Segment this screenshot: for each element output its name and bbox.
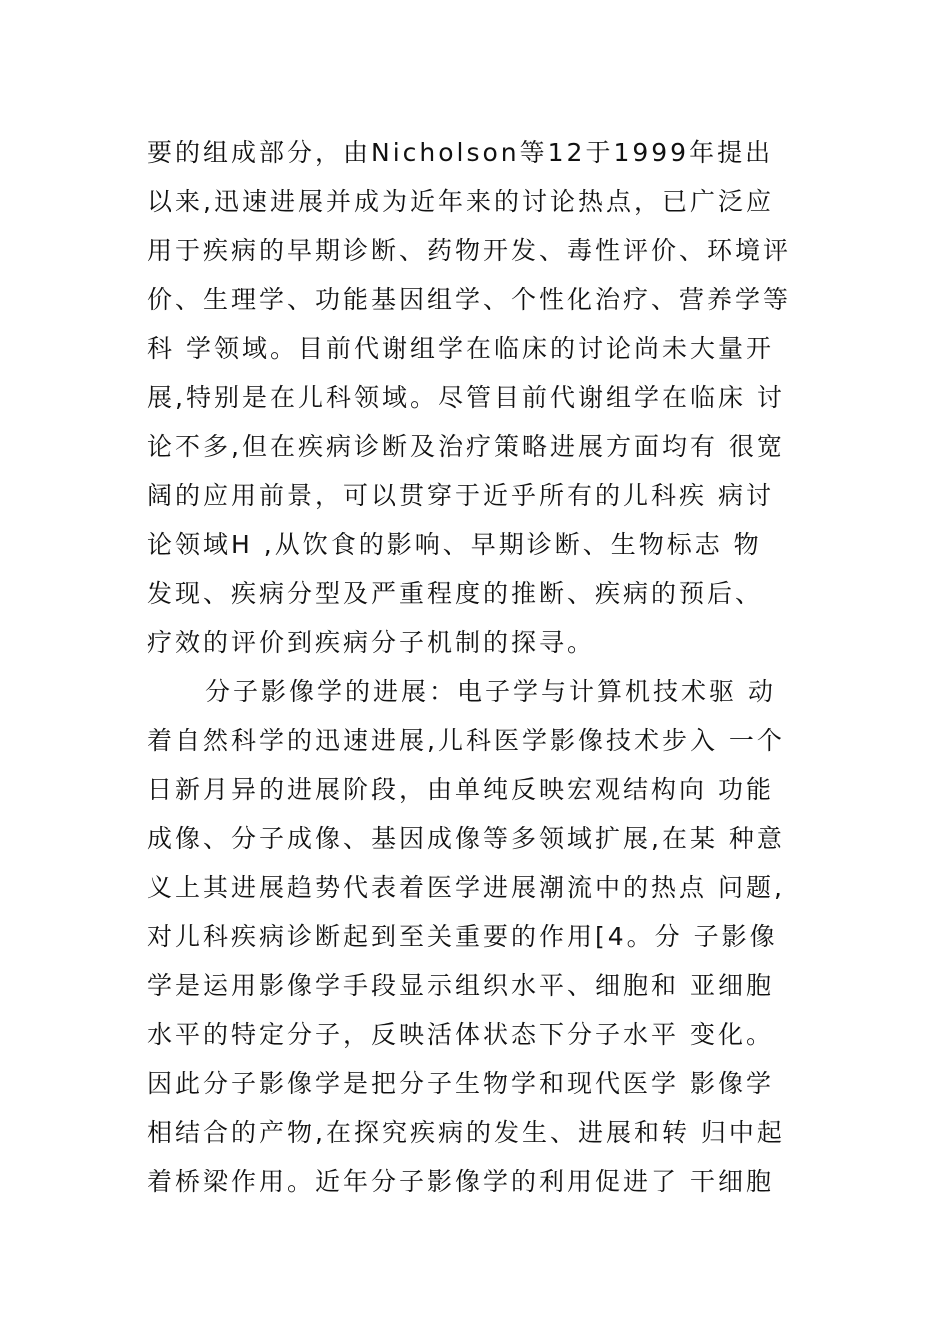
text-line: 阔的应用前景，可以贯穿于近乎所有的儿科疾 病讨 <box>147 481 774 510</box>
text-line: 科 学领域。目前代谢组学在临床的讨论尚未大量开 <box>147 334 774 363</box>
text-line: 日新月异的进展阶段，由单纯反映宏观结构向 功能 <box>147 775 774 804</box>
text-line: 学是运用影像学手段显示组织水平、细胞和 亚细胞 <box>147 971 774 1000</box>
text-line: 着桥梁作用。近年分子影像学的利用促进了 干细胞 <box>147 1167 774 1196</box>
text-line: 着自然科学的迅速进展,儿科医学影像技术步入 一个 <box>147 726 785 755</box>
paragraph-start-line: 分子影像学的进展：电子学与计算机技术驱 动 <box>205 677 776 706</box>
text-line: 以来,迅速进展并成为近年来的讨论热点，已广泛应 <box>147 187 774 216</box>
text-line: 价、生理学、功能基因组学、个性化治疗、营养学等 <box>147 285 792 314</box>
text-line: 对儿科疾病诊断起到至关重要的作用[4。分 子影像 <box>147 922 778 951</box>
text-line: 相结合的产物,在探究疾病的发生、进展和转 归中起 <box>147 1118 785 1147</box>
text-line: 发现、疾病分型及严重程度的推断、疾病的预后、 <box>147 579 764 608</box>
text-line: 要的组成部分，由Nicholson等12于1999年提出 <box>147 138 774 167</box>
text-line: 水平的特定分子，反映活体状态下分子水平 变化。 <box>147 1020 774 1049</box>
text-line: 疗效的评价到疾病分子机制的探寻。 <box>147 628 596 657</box>
text-line: 成像、分子成像、基因成像等多领域扩展,在某 种意 <box>147 824 785 853</box>
text-line: 义上其进展趋势代表着医学进展潮流中的热点 问题, <box>147 873 785 902</box>
text-line: 因此分子影像学是把分子生物学和现代医学 影像学 <box>147 1069 774 1098</box>
text-line: 用于疾病的早期诊断、药物开发、毒性评价、环境评 <box>147 236 792 265</box>
body-text <box>147 128 807 1206</box>
text-line: 展,特别是在儿科领域。尽管目前代谢组学在临床 讨 <box>147 383 785 412</box>
text-line: 论领域H ,从饮食的影响、早期诊断、生物标志 物 <box>147 530 762 559</box>
text-line: 论不多,但在疾病诊断及治疗策略进展方面均有 很宽 <box>147 432 785 461</box>
